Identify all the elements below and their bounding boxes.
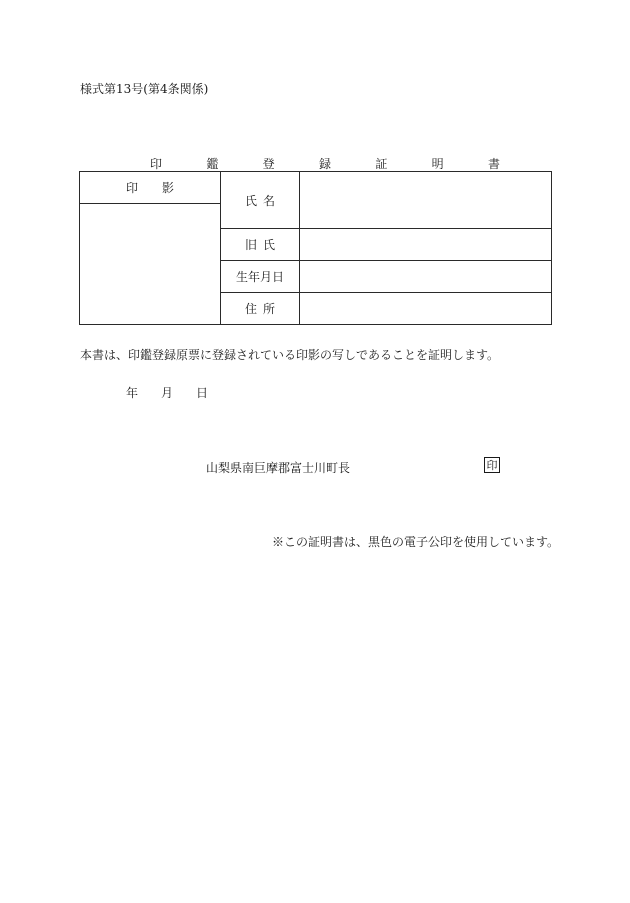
title-char: 録 bbox=[318, 157, 331, 171]
date-day: 日 bbox=[195, 386, 208, 400]
name-value bbox=[300, 172, 552, 228]
issue-date bbox=[126, 384, 208, 401]
seal-impression-header bbox=[80, 172, 220, 203]
former-name-value bbox=[300, 229, 552, 260]
title-char: 明 bbox=[431, 157, 444, 171]
official-seal-mark: 印 bbox=[484, 457, 500, 473]
birthdate-value bbox=[300, 261, 552, 292]
former-name-label bbox=[221, 229, 299, 260]
label-char: 旧 bbox=[245, 238, 258, 252]
title-char: 書 bbox=[487, 157, 500, 171]
form-number: 様式第13号(第4条関係) bbox=[80, 82, 209, 96]
label-char: 名 bbox=[262, 193, 275, 208]
label-char: 氏 bbox=[262, 238, 275, 252]
birthdate-label: 生年月日 bbox=[235, 270, 284, 284]
certificate-table bbox=[79, 171, 552, 325]
title-char: 印 bbox=[150, 157, 163, 171]
document-title bbox=[150, 155, 500, 172]
certification-statement: 本書は、印鑑登録原票に登録されている印影の写しであることを証明します。 bbox=[80, 348, 500, 362]
date-month: 月 bbox=[160, 386, 173, 400]
address-label bbox=[221, 293, 299, 324]
title-char: 登 bbox=[262, 157, 275, 171]
header-char: 影 bbox=[161, 181, 174, 195]
address-value bbox=[300, 293, 552, 324]
label-char: 住 bbox=[245, 302, 258, 316]
label-char: 所 bbox=[262, 302, 275, 316]
seal-note: ※この証明書は、黒色の電子公印を使用しています。 bbox=[272, 535, 560, 549]
date-year: 年 bbox=[126, 386, 139, 400]
header-char: 印 bbox=[126, 181, 139, 195]
issuer-name: 山梨県南巨摩郡富士川町長 bbox=[206, 461, 351, 475]
seal-impression-area bbox=[80, 204, 220, 324]
title-char: 証 bbox=[375, 157, 388, 171]
label-char: 氏 bbox=[245, 193, 258, 208]
title-char: 鑑 bbox=[206, 157, 219, 171]
name-label bbox=[221, 172, 299, 228]
